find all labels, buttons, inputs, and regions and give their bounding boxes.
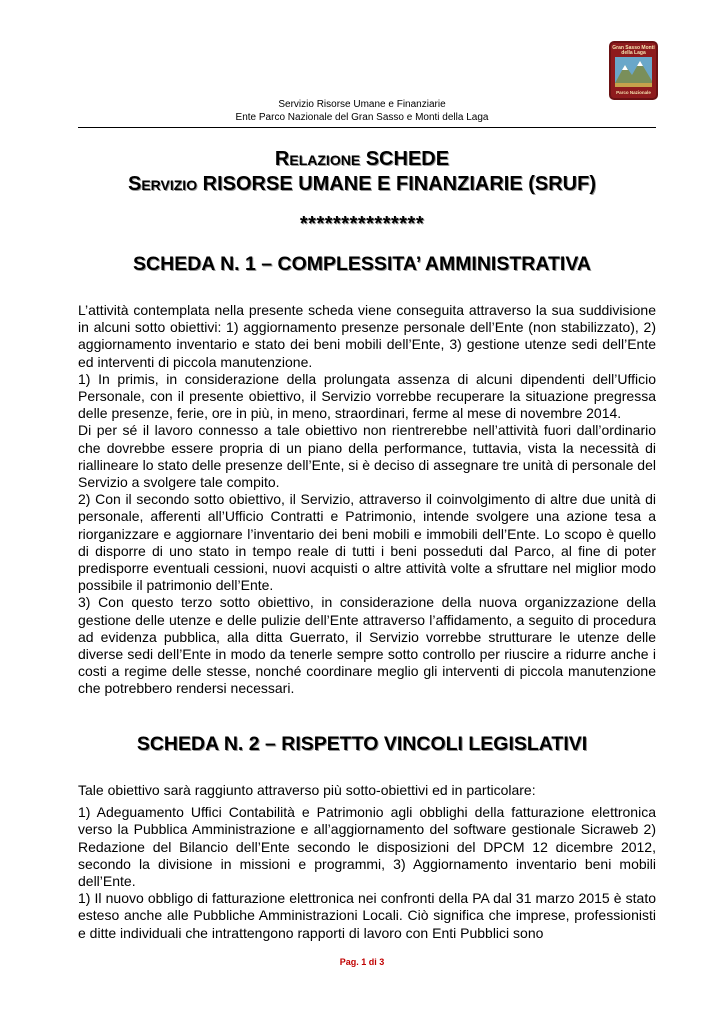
paragraph: Di per sé il lavoro connesso a tale obiettivo non rientrerebbe nell’attività fuori dall’ordinario che dovrebbe essere propria di un piano della performance, tuttavia, vista la necessità di riallineare lo stato delle presenze dell’Ente, si è deciso di assegnare tre unità di personale del Servizio a svolgere tale compito. <box>78 422 656 491</box>
paragraph: Tale obiettivo sarà raggiunto attraverso più sotto-obiettivi ed in particolare: <box>78 782 536 798</box>
document-title-line-2 <box>0 172 724 197</box>
separator-stars: *************** <box>299 213 425 235</box>
logo-text-bottom: Parco Nazionale <box>616 90 651 95</box>
paragraph: 1) Il nuovo obbligo di fatturazione elettronica nei confronti della PA dal 31 marzo 2015 è stato esteso anche alle Pubbliche Amministrazioni Locali. Ciò significa che imprese, professionisti e ditte individuali che intrattengono rapporti di lavoro con Enti Pubblici sono <box>78 890 656 941</box>
title-initial-1: R <box>274 148 290 170</box>
page-header <box>0 98 724 124</box>
logo-text-top: Gran Sasso Monti della Laga <box>612 45 655 56</box>
title-rest-2: RISORSE UMANE E FINANZIARIE (SRUF) <box>197 173 596 195</box>
header-line-1: Servizio Risorse Umane e Finanziarie <box>278 99 446 110</box>
header-line-2: Ente Parco Nazionale del Gran Sasso e Monti della Laga <box>235 112 489 123</box>
scheda-1-body <box>78 302 656 698</box>
page-number: Pag. 1 di 3 <box>339 957 385 967</box>
title-smallcaps-1: ELAZIONE <box>289 152 361 168</box>
scheda-2-heading: SCHEDA N. 2 – RISPETTO VINCOLI LEGISLATIVI <box>136 733 588 755</box>
park-logo <box>609 41 658 100</box>
paragraph: 2) Con il secondo sotto obiettivo, il Servizio, attraverso il coinvolgimento di altre due unità di personale, afferenti all’Ufficio Contratti e Patrimonio, intende svolgere una azione tesa a riorganizzare e aggiornare l’inventario dei beni mobili e immobili dell’Ente. Lo scopo è quello di disporre di uno stato in tempo reale di tutti i beni posseduti dal Parco, al fine di poter predisporre eventuali cessioni, nuovi acquisti o altre attività volte a sfruttare nel miglior modo possibile il patrimonio dell’Ente. <box>78 491 656 594</box>
title-rest-1: SCHEDE <box>360 148 450 170</box>
paragraph: L’attività contemplata nella presente scheda viene conseguita attraverso la sua suddivisione in alcuni sotto obiettivi: 1) aggiornamento presenze personale dell’Ente (non stabilizzato), 2) aggiornamento inventario e stato dei beni mobili dell’Ente, 3) gestione utenze sedi dell’Ente ed interventi di piccola manutenzione. <box>78 302 656 370</box>
title-initial-2: S <box>127 173 142 195</box>
header-divider <box>78 127 656 128</box>
document-title-line-1 <box>0 147 724 172</box>
title-smallcaps-2: ERVIZIO <box>141 177 198 193</box>
paragraph: 3) Con questo terzo sotto obiettivo, in considerazione della nuova organizzazione della gestione delle utenze e delle pulizie dell’Ente attraverso l’affidamento, a seguito di procedura ad evidenza pubblica, alla ditta Guerrato, il Servizio vorrebbe strutturare le utenze delle diverse sedi dell’Ente in modo da tenerle sempre sotto controllo per riuscire a ridurre anche i costi a regime delle stesse, nonché coordinare meglio gli interventi di piccola manutenzione che potrebbero rendersi necessari. <box>78 594 656 697</box>
paragraph: 1) In primis, in considerazione della prolungata assenza di alcuni dipendenti dell’Ufficio Personale, con il presente obiettivo, il Servizio vorrebbe recuperare la situazione pregressa delle presenze, ferie, ore in più, in meno, straordinari, ferme al mese di novembre 2014. <box>78 370 656 422</box>
scheda-2-body <box>78 782 656 942</box>
paragraph: 1) Adeguamento Uffici Contabilità e Patrimonio agli obblighi della fatturazione elettronica verso la Pubblica Amministrazione e all’aggiornamento del software gestionale Sicraweb 2) Redazione del Bilancio dell’Ente secondo le disposizioni del DPCM 12 dicembre 2012, secondo la divisione in missioni e programmi, 3) Aggiornamento inventario beni mobili dell’Ente. <box>78 804 656 890</box>
scheda-1-heading: SCHEDA N. 1 – COMPLESSITA’ AMMINISTRATIVA <box>133 253 591 275</box>
